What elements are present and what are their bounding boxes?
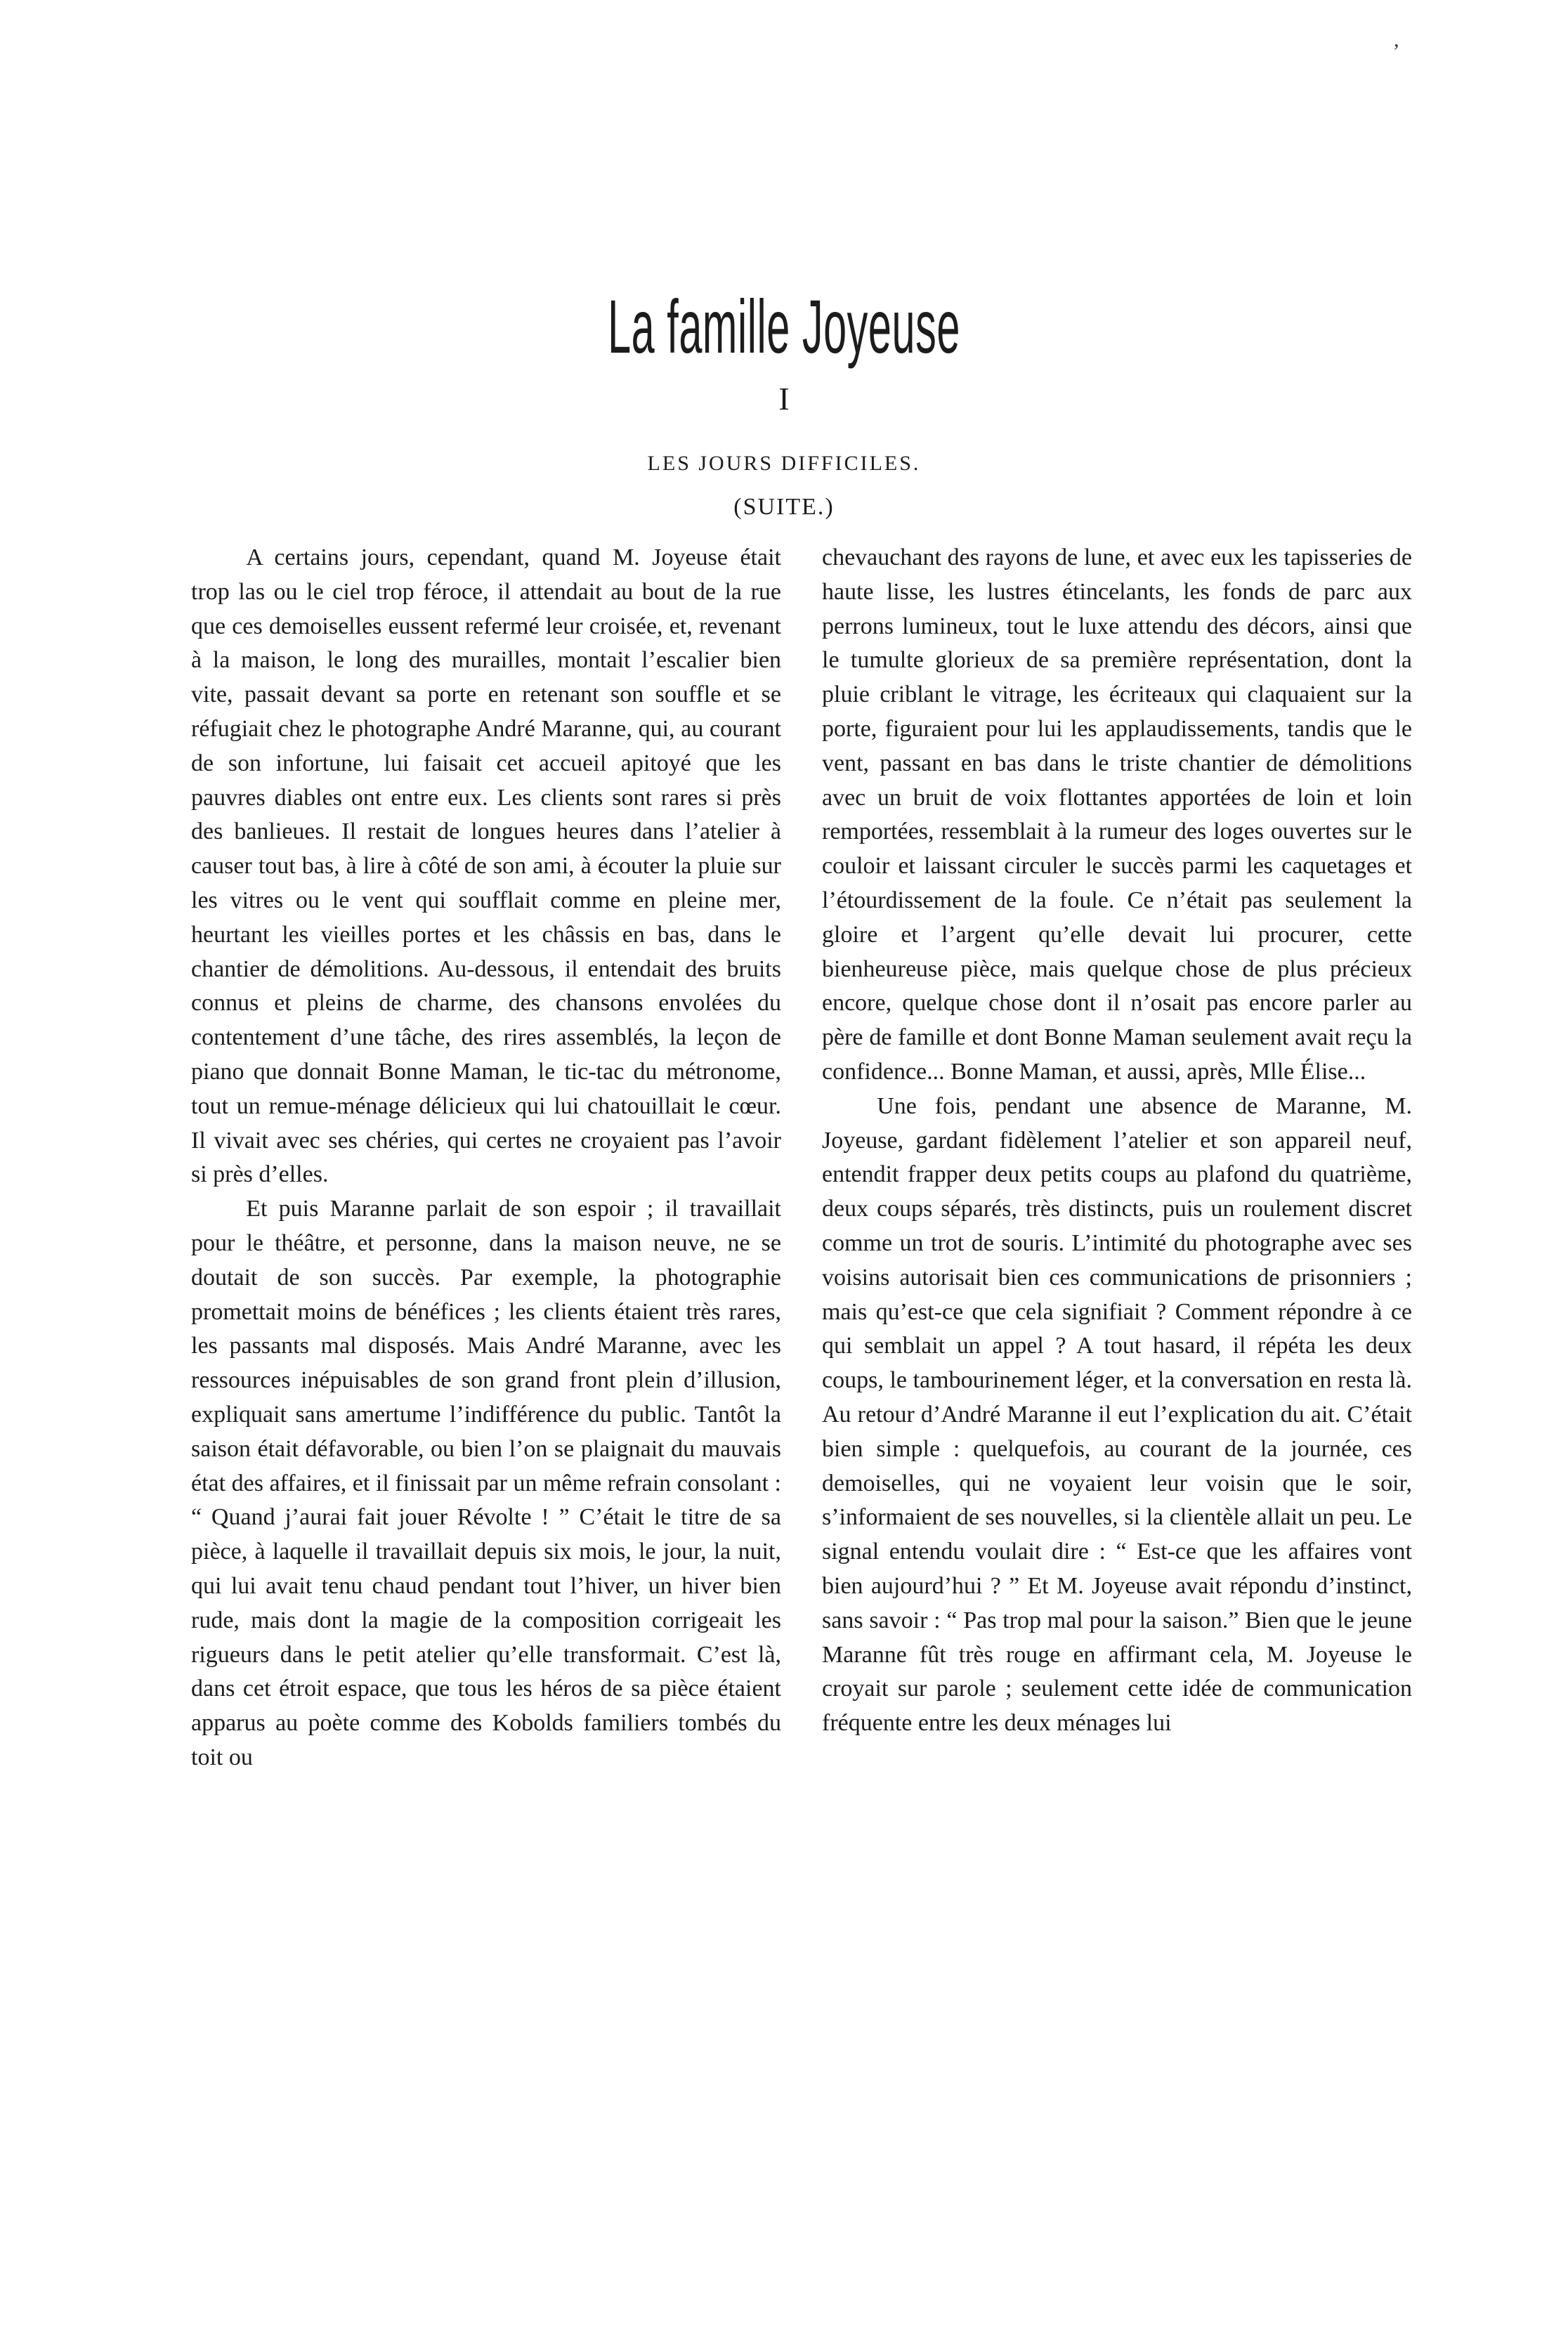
right-paragraph-1: chevauchant des rayons de lune, et avec eux les tapisseries de haute lisse, les lustres étincelants, les fonds de parc aux perrons lumineux, tout le luxe attendu des décors, ainsi que le tumulte glorieux de sa première représentation, dont la pluie criblant le vitrage, les écriteaux qui claquaient sur la porte, figuraient pour lui les applaudissements, tandis que le vent, passant en bas dans le triste chantier de démolitions avec un bruit de voix flottantes apportées de loin et loin remportées, ressemblait à la rumeur des loges ouvertes sur le couloir et laissant circuler le succès parmi les caquetages et l’étourdissement de la foule. Ce n’était pas seulement la gloire et l’argent qu’elle devait lui procurer, cette bienheureuse pièce, mais quelque chose de plus précieux encore, quelque chose dont il n’osait pas encore parler au père de famille et dont Bonne Maman seulement avait reçu la confidence... Bonne Maman, et aussi, après, Mlle Élise... [822,544,1412,1085]
right-paragraph-2: Une fois, pendant une absence de Maranne, M. Joyeuse, gardant fidèlement l’atelier et son appareil neuf, entendit frapper deux petits coups au plafond du quatrième, deux coups séparés, très distincts, puis un roulement discret comme un trot de souris. L’intimité du photographe avec ses voisins autorisait bien ces communications de prisonniers ; mais qu’est-ce que cela signifiait ? Comment répondre à ce qui semblait un appel ? A tout hasard, il répéta les deux coups, le tambourinement léger, et la conversation en resta là. Au retour d’André Maranne il eut l’explication du ait. C’était bien simple : quelquefois, au courant de la journée, ces demoiselles, qui ne voyaient leur voisin que le soir, s’informaient de ses nouvelles, si la clientèle allait un peu. Le signal entendu voulait dire : “ Est-ce que les affaires vont bien aujourd’hui ? ” Et M. Joyeuse avait répondu d’instinct, sans savoir : “ Pas trop mal pour la saison.” Bien que le jeune Maranne fût très rouge en affirmant cela, M. Joyeuse le croyait sur parole ; seulement cette idée de communication fréquente entre les deux ménages lui [822,1092,1412,1737]
left-column [191,541,781,1775]
chapter-title: LES JOURS DIFFICILES. [647,452,921,475]
left-paragraph-1: A certains jours, cependant, quand M. Joyeuse était trop las ou le ciel trop féroce, il attendait au bout de la rue que ces demoiselles eussent refermé leur croisée, et, revenant à la maison, le long des murailles, montait l’escalier bien vite, passait devant sa porte en retenant son souffle et se réfugiait chez le photographe André Maranne, qui, au courant de son infortune, lui faisait cet accueil apitoyé que les pauvres diables ont entre eux. Les clients sont rares si près des banlieues. Il restait de longues heures dans l’atelier à causer tout bas, à lire à côté de son ami, à écouter la pluie sur les vitres ou le vent qui soufflait comme en pleine mer, heurtant les vieilles portes et les châssis en bas, dans le chantier de démolitions. Au-dessous, il entendait des bruits connus et pleins de charme, des chansons envolées du contentement d’une tâche, des rires assemblés, la leçon de piano que donnait Bonne Maman, le tic-tac du métronome, tout un remue-ménage délicieux qui lui chatouillait le cœur. Il vivait avec ses chéries, qui certes ne croyaient pas l’avoir si près d’elles. [191,544,781,1188]
corner-mark: , [1394,28,1399,51]
page-title: La famille Joyeuse [608,284,960,369]
chapter-number: I [778,381,790,417]
left-paragraph-2: Et puis Maranne parlait de son espoir ; il travaillait pour le théâtre, et personne, dans la maison neuve, ne se doutait de son succès. Par exemple, la photographie promettait moins de bénéfices ; les clients étaient très rares, les passants mal disposés. Mais André Maranne, avec les ressources inépuisables de son grand front plein d’illusion, expliquait sans amertume l’indifférence du public. Tantôt la saison était défavorable, ou bien l’on se plaignait du mauvais état des affaires, et il finissait par un même refrain consolant : “ Quand j’aurai fait jouer Révolte ! ” C’était le titre de sa pièce, à laquelle il travaillait depuis six mois, le jour, la nuit, qui lui avait tenu chaud pendant tout l’hiver, un hiver bien rude, mais dont la magie de la composition corrigeait les rigueurs dans le petit atelier qu’elle transformait. C’est là, dans cet étroit espace, que tous les héros de sa pièce étaient apparus au poète comme des Kobolds familiers tombés du toit ou [191,1196,781,1770]
continuation-note: (SUITE.) [733,494,835,520]
right-column [822,541,1412,1741]
